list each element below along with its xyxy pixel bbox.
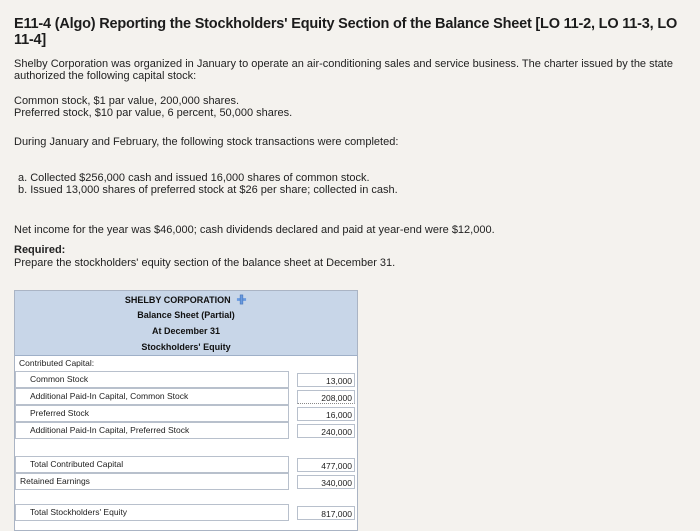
row-label: Common Stock — [30, 374, 89, 384]
row-apic-common-label-cell[interactable] — [15, 388, 289, 405]
preferred-stock-amount[interactable]: 16,000 — [297, 407, 355, 421]
common-stock-amount[interactable]: 13,000 — [297, 373, 355, 387]
row-label: Additional Paid-In Capital, Preferred Stock — [30, 425, 190, 435]
plus-icon[interactable] — [236, 294, 247, 305]
total-equity-amount[interactable]: 817,000 — [297, 506, 355, 520]
required-text: Prepare the stockholders' equity section of the balance sheet at December 31. — [14, 257, 396, 269]
total-contributed-amount[interactable]: 477,000 — [297, 458, 355, 472]
net-income-text: Net income for the year was $46,000; cash dividends declared and paid at year-end were $12,000. — [14, 224, 495, 236]
row-total-contributed-label-cell[interactable] — [15, 456, 289, 473]
row-preferred-stock-label-cell[interactable] — [15, 405, 289, 422]
required-label: Required: — [14, 244, 66, 256]
row-label: Preferred Stock — [30, 408, 90, 418]
intro-text: Shelby Corporation was organized in January to operate an air-conditioning sales and service business. The charter issued by the state authorized the following capital stock: — [14, 58, 673, 82]
row-label: Total Contributed Capital — [30, 459, 124, 469]
apic-preferred-amount[interactable]: 240,000 — [297, 424, 355, 438]
row-label: Total Stockholders' Equity — [30, 507, 128, 517]
question-title: E11-4 (Algo) Reporting the Stockholders' Equity Section of the Balance Sheet [LO 11-2, LO 11-3, LO 11-4] — [14, 16, 678, 48]
contributed-capital-label: Contributed Capital: — [19, 358, 95, 368]
transactions-intro: During January and February, the following stock transactions were completed: — [14, 136, 399, 148]
transaction-b: b. Issued 13,000 shares of preferred stock at $26 per share; collected in cash. — [18, 184, 398, 196]
company-name: SHELBY CORPORATION — [124, 295, 231, 305]
row-label: Additional Paid-In Capital, Common Stock — [30, 391, 189, 401]
row-common-stock-label-cell[interactable] — [15, 371, 289, 388]
apic-common-amount[interactable]: 208,000 — [297, 390, 355, 404]
sheet-section: Stockholders' Equity — [141, 342, 231, 352]
retained-earnings-amount[interactable]: 340,000 — [297, 475, 355, 489]
company-name-line — [15, 294, 357, 305]
sheet-subtitle: Balance Sheet (Partial) — [137, 310, 235, 320]
sheet-date: At December 31 — [151, 326, 221, 336]
common-stock-authorization: Common stock, $1 par value, 200,000 shares. — [14, 95, 240, 107]
transaction-a: a. Collected $256,000 cash and issued 16,000 shares of common stock. — [18, 172, 370, 184]
row-retained-earnings-label-cell[interactable] — [15, 473, 289, 490]
row-apic-preferred-label-cell[interactable] — [15, 422, 289, 439]
balance-sheet-header — [15, 291, 357, 356]
balance-sheet-panel — [14, 290, 358, 531]
row-total-equity-label-cell[interactable] — [15, 504, 289, 521]
row-label: Retained Earnings — [20, 476, 90, 486]
preferred-stock-authorization: Preferred stock, $10 par value, 6 percent, 50,000 shares. — [14, 107, 293, 119]
